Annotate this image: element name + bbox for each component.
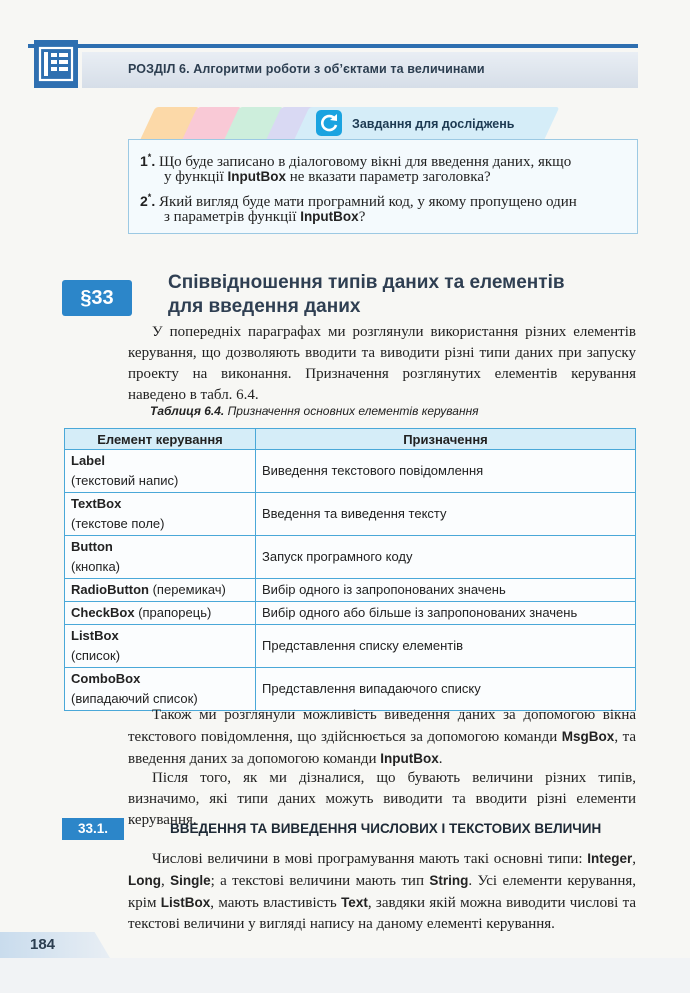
refresh-icon [316,110,342,136]
subsection-badge: 33.1. [62,818,124,840]
subsection-title: ВВЕДЕННЯ ТА ВИВЕДЕННЯ ЧИСЛОВИХ І ТЕКСТОВИХ ВЕЛИЧИН [170,821,602,836]
control-name-cell [65,602,256,625]
control-name: ListBox [71,628,119,643]
table-row [65,625,636,668]
control-description: (перемикач) [148,582,226,597]
control-purpose: Введення та виведення тексту [256,493,636,536]
control-name: RadioButton [71,582,149,597]
control-description: (прапорець) [134,605,212,620]
control-description: (текстове поле) [71,516,165,531]
question-2: 2*. Який вигляд буде мати програмний код, у якому пропущено один [140,192,577,210]
table-grid-icon [34,40,78,88]
table-header-purpose: Призначення [256,429,636,450]
control-name: Button [71,539,113,554]
table-header-element: Елемент керування [65,429,256,450]
control-name-cell [65,536,256,579]
control-name-cell [65,493,256,536]
control-purpose: Вибір одного або більше із запропонованих значень [256,602,636,625]
decorative-tabs [140,107,310,139]
question-1-line-2: у функції InputBox не вказати параметр заголовка? [164,169,491,185]
control-name: TextBox [71,496,122,511]
control-purpose: Вибір одного із запропонованих значень [256,579,636,602]
control-purpose: Запуск програмного коду [256,536,636,579]
table-row [65,579,636,602]
control-description: (кнопка) [71,559,120,574]
control-name: CheckBox [71,605,135,620]
subsection-paragraph: Числові величини в мові програмування мають такі основні типи: Integer, Long, Single; а текстові величини мають тип String. Усі елементи керування, крім ListBox, мають властивість Text, завдяки якій можна виводити числові та текстові величини у вигляді напису на даному елементі керування. [128,851,636,932]
chapter-title: РОЗДІЛ 6. Алгоритми роботи з об’єктами та величинами [128,62,485,76]
control-description: (список) [71,648,121,663]
bottom-strip [0,958,690,993]
control-name-cell [65,450,256,493]
control-description: (випадаючий список) [71,691,198,706]
research-title: Завдання для досліджень [352,117,515,131]
control-purpose: Виведення текстового повідомлення [256,450,636,493]
section-title: Співвідношення типів даних та елементів для введення даних [168,272,565,317]
table-row [65,602,636,625]
table-row [65,536,636,579]
control-purpose: Представлення списку елементів [256,625,636,668]
table-header-row [65,429,636,450]
table-row [65,450,636,493]
controls-table [64,428,636,711]
control-description: (текстовий напис) [71,473,179,488]
intro-paragraph: У попередніх параграфах ми розглянули використання різних елементів керування, що дозволяють вводити та виводити різні типи даних при запуску проекту на виконання. Призначення розглянутих елементів керування наведено в табл. 6.4. [128,324,636,403]
question-2-line-2: з параметрів функції InputBox? [164,209,366,225]
question-1: 1*. Що буде записано в діалоговому вікні для введення даних, якщо [140,152,572,170]
control-purpose: Представлення випадаючого списку [256,668,636,711]
section-badge: §33 [62,280,132,316]
paragraph-msgbox: Також ми розглянули можливість виведення даних за допомогою вікна текстового повідомлення, що здійснюється за допомогою команди MsgBox, та введення даних за допомогою команди InputBox. [128,707,636,767]
control-name: ComboBox [71,671,141,686]
page-number: 184 [30,936,56,953]
control-name-cell [65,625,256,668]
paragraph-types: Після того, як ми дізналися, що бувають величини різних типів, визначимо, які типи даних можуть виводити та вводити різні елементи керування. [128,770,636,828]
page-number-tab [0,932,110,958]
control-name-cell [65,579,256,602]
control-name: Label [71,453,105,468]
table-row [65,493,636,536]
header-rule [28,44,638,48]
table-caption: Таблиця 6.4. Призначення основних елементів керування [150,404,479,418]
